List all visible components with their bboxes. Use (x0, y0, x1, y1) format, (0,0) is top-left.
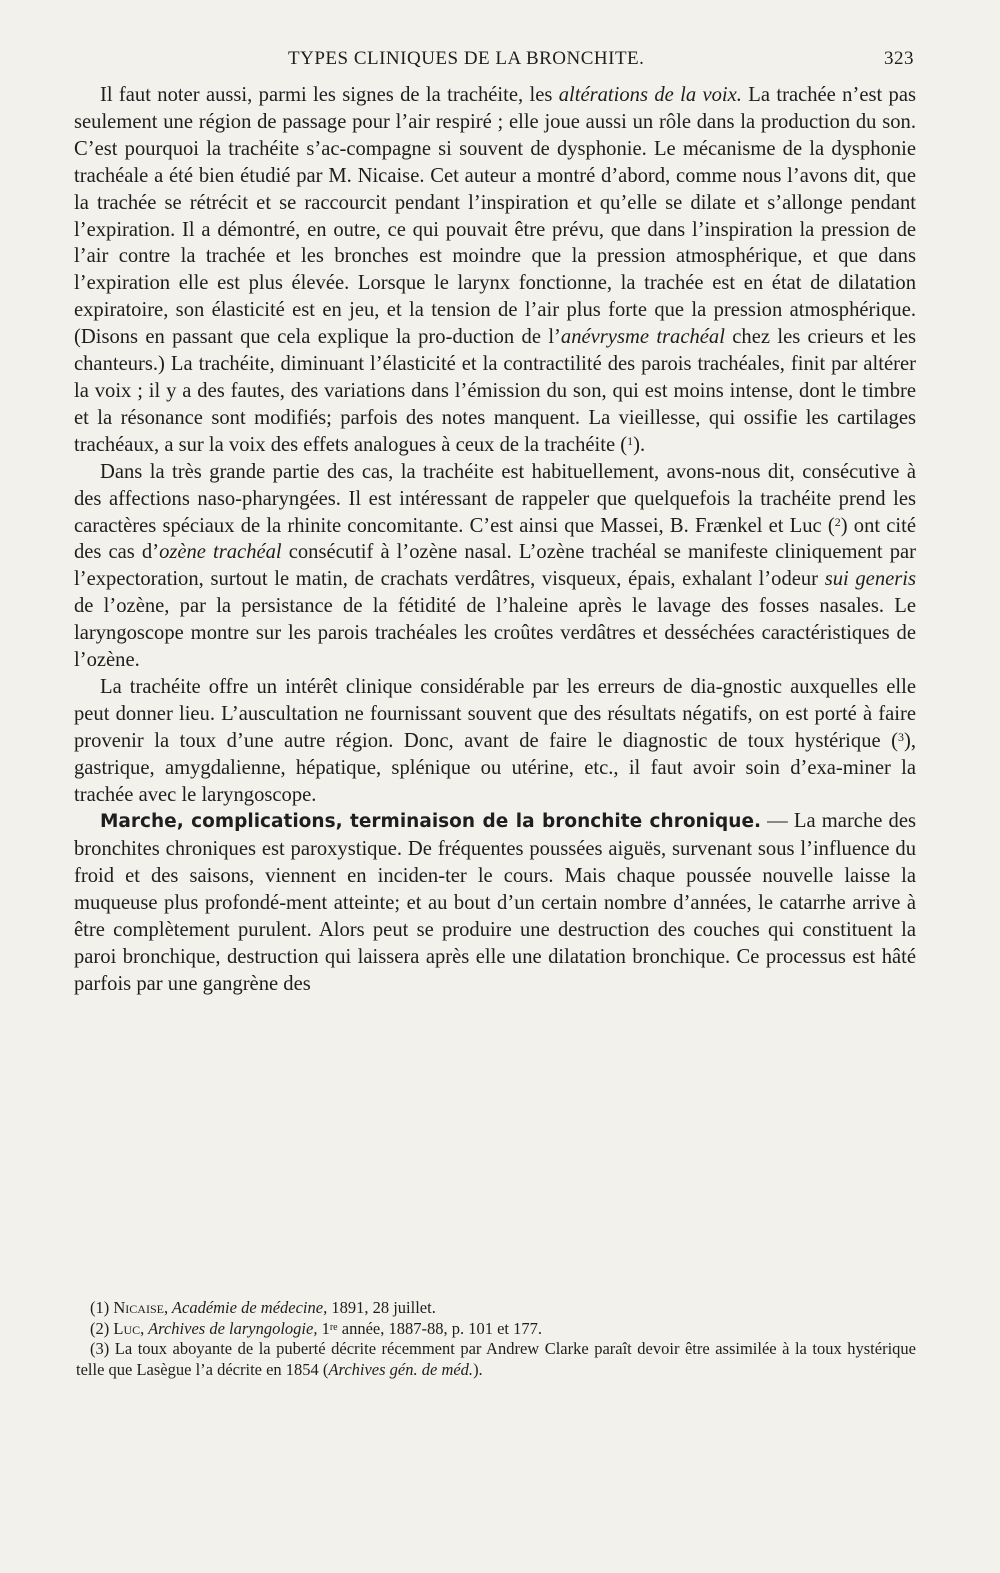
italic-term: anévrysme trachéal (560, 326, 725, 349)
footnote-ref: 3 (897, 729, 904, 744)
paragraph-course-complications (74, 808, 916, 997)
footnote-author: Nicaise, (113, 1298, 169, 1317)
running-title: TYPES CLINIQUES DE LA BRONCHITE. (288, 48, 645, 69)
body-text (74, 82, 916, 998)
footnote-2 (76, 1319, 916, 1340)
text-run: consécutif à l’ozène nasal. L’ozène trachéal se manifeste cliniquement par l’expectoration, surtout le matin, de crachats verdâtres, visqueux, épais, exhalant l’odeur (74, 541, 917, 591)
footnote-1 (76, 1298, 916, 1319)
text-run: ) ont cité des cas d’ (74, 514, 916, 564)
footnote-ref: 1 (627, 433, 634, 448)
footnote-text: 1 (317, 1318, 330, 1338)
footnote-mark: (3) (90, 1339, 110, 1358)
footnote-title: Archives gén. de méd. (328, 1359, 474, 1379)
text-run: chez les crieurs et les chanteurs.) La trachéite, diminuant l’élasticité et la contractilité des parois trachéales, finit par altérer la voix ; il y a des fautes, des variations dans l’émission du son, qui est moins intense, dont le timbre et la résonance sont modifiés; parfois des notes manquent. La vieillesse, qui ossifie les cartilages trachéaux, a sur la voix des effets analogues à ceux de la trachéite ( (74, 326, 916, 456)
footnote-ref: 2 (834, 514, 841, 529)
footnote-title: Académie de médecine, (168, 1298, 328, 1317)
footnote-superscript: re (329, 1321, 338, 1333)
running-head (78, 44, 914, 72)
text-run: La trachée n’est pas seulement une région de passage pour l’air respiré ; elle joue aussi un rôle dans la production du son. C’est pourquoi la trachéite s’ac-compagne si souvent de dysphonie. Le mécanisme de la dysphonie trachéale a été bien étudié par M. Nicaise. Cet auteur a montré d’abord, comme nous l’avons dit, que la trachée se rétrécit et se raccourcit pendant l’inspiration et qu’elle se dilate et s’allonge pendant l’expiration. Il a démontré, en outre, ce qui pouvait être prévu, que dans l’inspiration la pression de l’air contre la trachée et les bronches est moindre que la pression atmosphérique, et que dans l’expiration elle est plus élevée. Lorsque le larynx fonctionne, la trachée est en état de dilatation expiratoire, son élasticité est en jeu, et la tension de l’air plus forte que la pression atmosphérique. (Disons en passant que cela explique la pro-duction de l’ (74, 84, 917, 349)
footnote-author: Luc, (113, 1318, 145, 1338)
text-run: ). (633, 433, 646, 456)
italic-term: altérations de la voix. (558, 84, 742, 106)
paragraph-diagnosis (74, 674, 916, 809)
footnotes (76, 1298, 916, 1380)
footnote-mark: (1) (90, 1298, 110, 1317)
italic-term: ozène trachéal (159, 541, 282, 564)
text-run: Il faut noter aussi, parmi les signes de la trachéite, les (100, 84, 559, 106)
footnote-text: La toux aboyante de la puberté décrite récemment par Andrew Clarke paraît devoir être assimilée à la toux hystérique telle que Lasègue l’a décrite en 1854 ( (76, 1339, 916, 1379)
footnote-text: année, 1887-88, p. 101 et 177. (337, 1318, 542, 1338)
text-run: de l’ozène, par la persistance de la fétidité de l’haleine après le lavage des fosses nasales. Le laryngoscope montre sur les parois trachéales les croûtes verdâtres et desséchées caractéristiques de l’ozène. (74, 595, 916, 672)
footnote-text: 1891, 28 juillet. (327, 1298, 436, 1317)
footnote-text: ). (473, 1359, 483, 1379)
section-heading: Marche, complications, terminaison de la bronchite chronique. (100, 811, 762, 833)
paragraph-voice-alterations (74, 82, 916, 459)
text-run: La trachéite offre un intérêt clinique considérable par les erreurs de dia-gnostic auxquelles elle peut donner lieu. L’auscultation ne fournissant souvent que des résultats négatifs, on est porté à faire provenir la toux d’une autre région. Donc, avant de faire le diagnostic de toux hystérique ( (74, 675, 916, 752)
footnote-title: Archives de laryngologie, (144, 1318, 318, 1338)
paragraph-tracheal-ozena (74, 459, 916, 674)
page-number: 323 (884, 48, 914, 69)
text-run: ), gastrique, amygdalienne, hépatique, splénique ou utérine, etc., il faut avoir soin d’exa-miner la trachée avec le laryngoscope. (74, 729, 916, 806)
footnote-mark: (2) (90, 1318, 110, 1338)
text-run: Dans la très grande partie des cas, la trachéite est habituellement, avons-nous dit, consécutive à des affections naso-pharyngées. Il est intéressant de rappeler que quelquefois la trachéite prend les caractères spéciaux de la rhinite concomitante. C’est ainsi que Massei, B. Frænkel et Luc ( (74, 460, 916, 537)
footnote-3 (76, 1339, 916, 1380)
text-run: — La marche des bronchites chroniques est paroxystique. De fréquentes poussées aiguës, survenant sous l’influence du froid et des saisons, viennent en inciden-ter le cours. Mais chaque poussée nouvelle laisse la muqueuse plus profondé-ment atteinte; et au bout d’un certain nombre d’années, le catarrhe arrive à être complètement purulent. Alors peut se produire une destruction des couches qui constituent la paroi bronchique, destruction qui laissera après elle une dilatation bronchique. Ce processus est hâté parfois par une gangrène des (74, 810, 916, 995)
italic-term: sui generis (824, 568, 917, 591)
